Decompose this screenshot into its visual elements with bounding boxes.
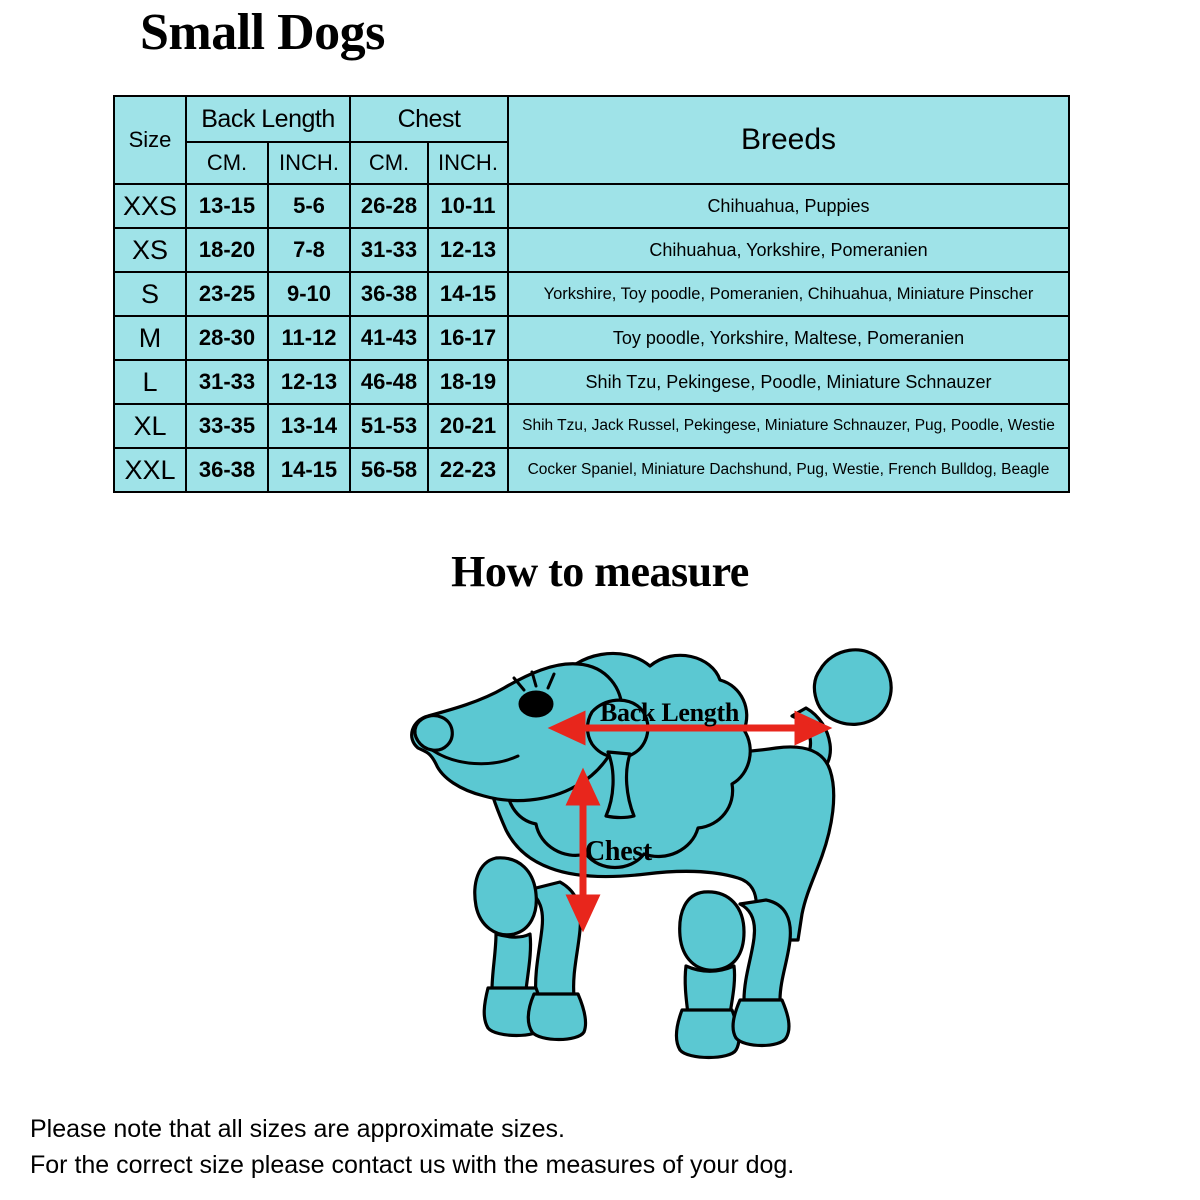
cell-chest-cm: 41-43: [350, 316, 428, 360]
cell-chest-cm: 46-48: [350, 360, 428, 404]
footer-line-1: Please note that all sizes are approximate sizes.: [30, 1115, 565, 1143]
rear-leg-back: [740, 900, 790, 1000]
cell-breeds: Chihuahua, Puppies: [508, 184, 1069, 228]
cell-chest-inch: 12-13: [428, 228, 508, 272]
cell-back-cm: 28-30: [186, 316, 268, 360]
cell-size: XS: [114, 228, 186, 272]
paw-rear-front: [676, 1010, 739, 1058]
rear-leg-front: [685, 966, 734, 1014]
cell-chest-cm: 36-38: [350, 272, 428, 316]
back-length-label: Back Length: [600, 698, 740, 727]
cell-breeds: Shih Tzu, Pekingese, Poodle, Miniature Schnauzer: [508, 360, 1069, 404]
tail-pompom: [814, 650, 891, 725]
cell-size: XXS: [114, 184, 186, 228]
front-leg-front-pompom: [475, 858, 536, 935]
size-table: [113, 95, 1070, 493]
cell-breeds: Shih Tzu, Jack Russel, Pekingese, Miniature Schnauzer, Pug, Poodle, Westie: [508, 404, 1069, 448]
cell-back-inch: 5-6: [268, 184, 350, 228]
header-breeds: Breeds: [508, 96, 1069, 184]
footer-note: [30, 1112, 1190, 1183]
rear-leg-front-pompom: [680, 892, 744, 970]
table-row: [114, 316, 1069, 360]
cell-size: XL: [114, 404, 186, 448]
header-size: Size: [114, 96, 186, 184]
chest-label: Chest: [585, 836, 652, 867]
cell-chest-cm: 31-33: [350, 228, 428, 272]
cell-size: M: [114, 316, 186, 360]
size-table-container: [113, 95, 1068, 493]
how-to-measure-title: How to measure: [451, 547, 749, 596]
cell-back-cm: 23-25: [186, 272, 268, 316]
header-chest-inch: INCH.: [428, 142, 508, 184]
cell-chest-cm: 56-58: [350, 448, 428, 492]
cell-back-inch: 13-14: [268, 404, 350, 448]
cell-back-cm: 31-33: [186, 360, 268, 404]
cell-breeds: Yorkshire, Toy poodle, Pomeranien, Chihuahua, Miniature Pinscher: [508, 272, 1069, 316]
table-row: [114, 360, 1069, 404]
cell-breeds: Toy poodle, Yorkshire, Maltese, Pomeranien: [508, 316, 1069, 360]
header-chest: Chest: [350, 96, 508, 142]
front-leg-front: [492, 934, 531, 990]
cell-back-cm: 13-15: [186, 184, 268, 228]
header-back-cm: CM.: [186, 142, 268, 184]
cell-back-cm: 18-20: [186, 228, 268, 272]
cell-chest-inch: 14-15: [428, 272, 508, 316]
paw-front-back: [528, 994, 585, 1040]
eye: [520, 692, 552, 716]
cell-back-inch: 12-13: [268, 360, 350, 404]
cell-chest-inch: 10-11: [428, 184, 508, 228]
cell-back-cm: 33-35: [186, 404, 268, 448]
table-header-group-row: [114, 96, 1069, 142]
header-back-inch: INCH.: [268, 142, 350, 184]
cell-size: L: [114, 360, 186, 404]
cell-back-inch: 7-8: [268, 228, 350, 272]
cell-chest-cm: 26-28: [350, 184, 428, 228]
header-chest-cm: CM.: [350, 142, 428, 184]
cell-chest-inch: 16-17: [428, 316, 508, 360]
cell-size: XXL: [114, 448, 186, 492]
cell-chest-cm: 51-53: [350, 404, 428, 448]
cell-size: S: [114, 272, 186, 316]
table-row: [114, 448, 1069, 492]
cell-back-cm: 36-38: [186, 448, 268, 492]
cell-back-inch: 9-10: [268, 272, 350, 316]
page-title: Small Dogs: [140, 4, 385, 61]
cell-chest-inch: 22-23: [428, 448, 508, 492]
table-row: [114, 272, 1069, 316]
header-back-length: Back Length: [186, 96, 350, 142]
table-row: [114, 228, 1069, 272]
table-row: [114, 404, 1069, 448]
nose: [415, 716, 452, 751]
table-row: [114, 184, 1069, 228]
footer-line-2: For the correct size please contact us with the measures of your dog.: [30, 1150, 795, 1179]
cell-back-inch: 11-12: [268, 316, 350, 360]
cell-breeds: Chihuahua, Yorkshire, Pomeranien: [508, 228, 1069, 272]
cell-chest-inch: 18-19: [428, 360, 508, 404]
cell-chest-inch: 20-21: [428, 404, 508, 448]
cell-back-inch: 14-15: [268, 448, 350, 492]
paw-rear-back: [733, 1000, 789, 1046]
cell-breeds: Cocker Spaniel, Miniature Dachshund, Pug, Westie, French Bulldog, Beagle: [508, 448, 1069, 492]
